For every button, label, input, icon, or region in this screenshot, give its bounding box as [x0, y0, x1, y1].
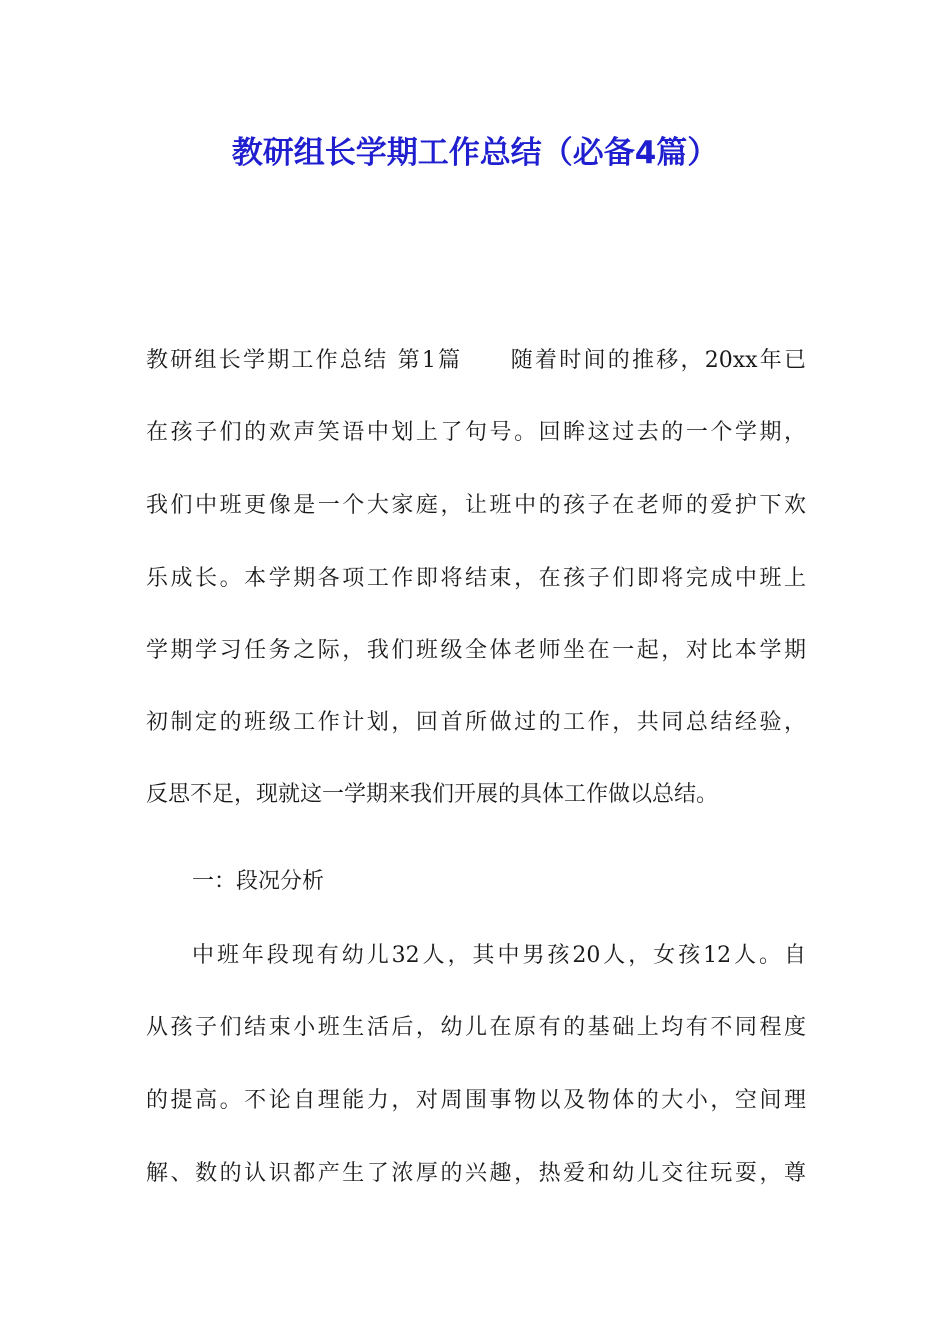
- paragraph-line: 我们中班更像是一个大家庭，让班中的孩子在老师的爱护下欢: [146, 493, 806, 518]
- paragraph-line: 学期学习任务之际，我们班级全体老师坐在一起，对比本学期: [146, 638, 806, 663]
- paragraph-line: 的提高。不论自理能力，对周围事物以及物体的大小，空间理: [146, 1088, 806, 1113]
- paragraph-line: 解、数的认识都产生了浓厚的兴趣，热爱和幼儿交往玩耍，尊: [146, 1161, 806, 1186]
- paragraph-line: 中班年段现有幼儿32人，其中男孩20人，女孩12人。自: [192, 943, 806, 968]
- document-title: 教研组长学期工作总结（必备4篇）: [231, 135, 719, 171]
- paragraph-line: 在孩子们的欢声笑语中划上了句号。回眸这过去的一个学期，: [146, 420, 806, 445]
- paragraph-line: 从孩子们结束小班生活后，幼儿在原有的基础上均有不同程度: [146, 1015, 806, 1040]
- paragraph-line: 反思不足，现就这一学期来我们开展的具体工作做以总结。: [146, 782, 719, 807]
- paragraph-line: 乐成长。本学期各项工作即将结束，在孩子们即将完成中班上: [146, 566, 806, 591]
- section-heading: 一：段况分析: [192, 869, 325, 894]
- paragraph-line: 教研组长学期工作总结 第1篇 随着时间的推移，20xx年已: [146, 348, 806, 373]
- paragraph-line: 初制定的班级工作计划，回首所做过的工作，共同总结经验，: [146, 710, 806, 735]
